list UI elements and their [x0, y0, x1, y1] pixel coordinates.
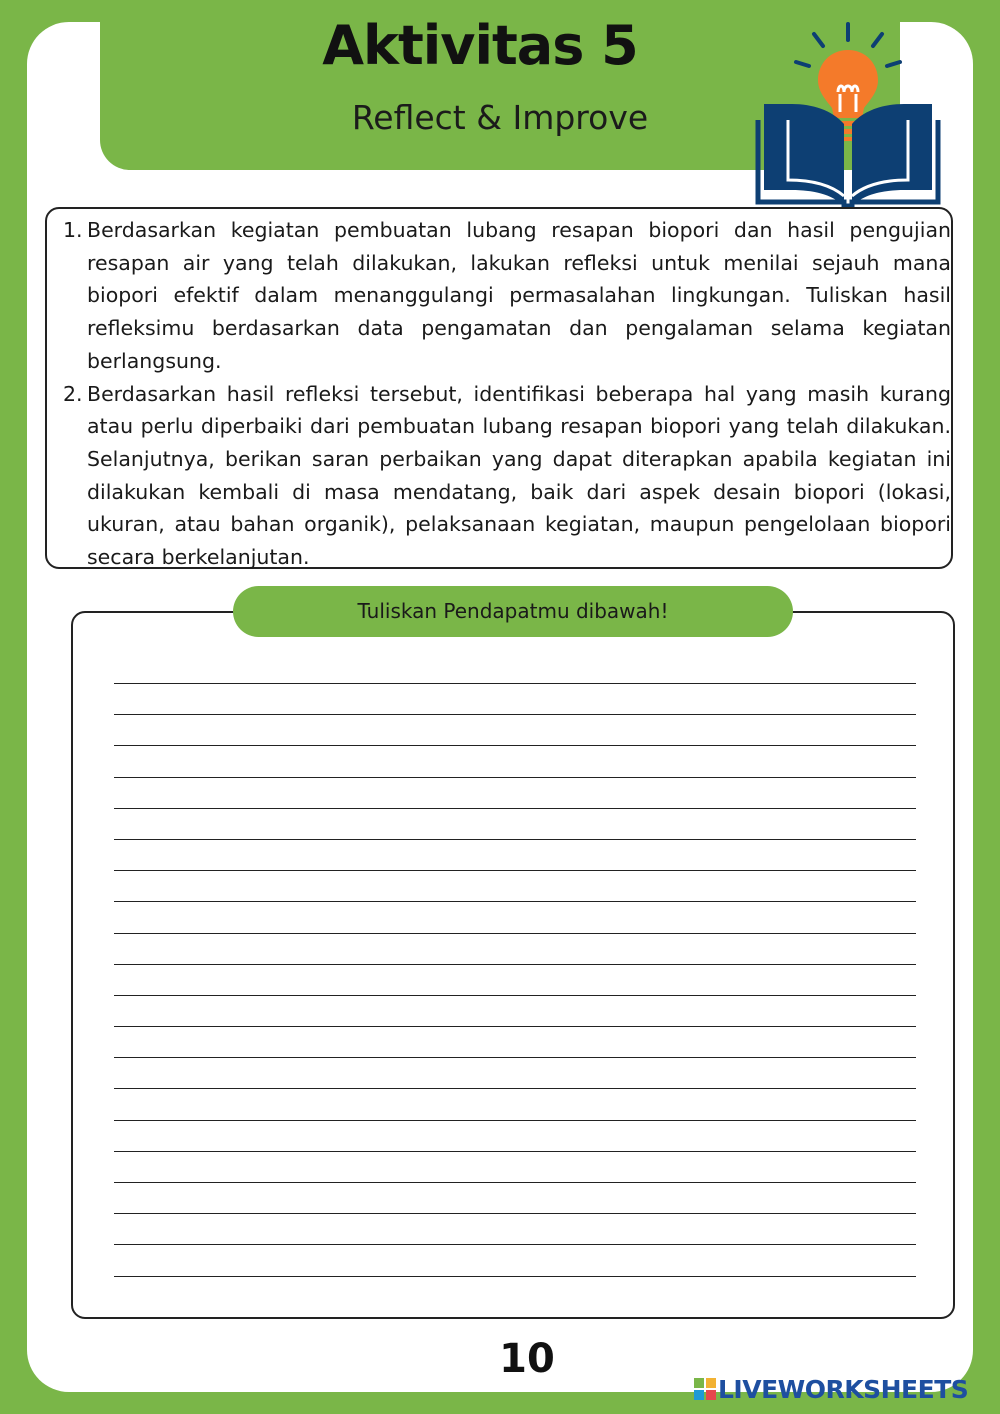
writing-line[interactable]: [114, 901, 916, 932]
instructions-list: [63, 214, 951, 574]
instruction-text: Berdasarkan kegiatan pembuatan lubang resapan biopori dan hasil pengujian resapan air yang telah dilakukan, lakukan refleksi untuk menilai sejauh mana biopori efektif dalam menanggulangi permasalahan lingkungan. Tuliskan hasil refleksimu berdasarkan data pengamatan dan pengalaman selama kegiatan berlangsung.: [87, 218, 951, 373]
writing-line[interactable]: [114, 683, 916, 714]
instruction-text: Berdasarkan hasil refleksi tersebut, identifikasi beberapa hal yang masih kurang atau perlu diperbaiki dari pembuatan lubang resapan biopori yang telah dilakukan. Selanjutnya, berikan saran perbaikan yang dapat diterapkan apabila kegiatan ini dilakukan kembali di masa mendatang, baik dari aspek desain biopori (lokasi, ukuran, atau bahan organik), pelaksanaan kegiatan, maupun pengelolaan biopori secara berkelanjutan.: [87, 381, 951, 570]
page-title: Aktivitas 5: [322, 14, 638, 77]
instruction-number: 2.: [63, 381, 83, 406]
writing-line[interactable]: [114, 777, 916, 808]
liveworksheets-logo-icon: [694, 1378, 716, 1400]
brand-watermark: [694, 1372, 994, 1406]
writing-line[interactable]: [114, 1276, 916, 1307]
writing-lines[interactable]: [114, 683, 916, 1307]
writing-line[interactable]: [114, 870, 916, 901]
writing-line[interactable]: [114, 1151, 916, 1182]
writing-line[interactable]: [114, 995, 916, 1026]
book-lightbulb-icon: [752, 20, 944, 210]
writing-line[interactable]: [114, 933, 916, 964]
writing-line[interactable]: [114, 839, 916, 870]
brand-name: LIVEWORKSHEETS: [718, 1374, 969, 1404]
instructions-box: [45, 207, 953, 569]
writing-line[interactable]: [114, 1057, 916, 1088]
instruction-item: [63, 214, 951, 378]
writing-line[interactable]: [114, 964, 916, 995]
writing-line[interactable]: [114, 1026, 916, 1057]
writing-line[interactable]: [114, 1088, 916, 1119]
page-number: 10: [499, 1336, 555, 1382]
writing-line[interactable]: [114, 745, 916, 776]
page-subtitle: Reflect & Improve: [351, 98, 649, 137]
writing-line[interactable]: [114, 1244, 916, 1275]
writing-line[interactable]: [114, 714, 916, 745]
instruction-item: [63, 378, 951, 574]
writing-line[interactable]: [114, 808, 916, 839]
answer-prompt-label: Tuliskan Pendapatmu dibawah!: [233, 586, 793, 637]
writing-line[interactable]: [114, 1120, 916, 1151]
writing-line[interactable]: [114, 1182, 916, 1213]
instruction-number: 1.: [63, 218, 83, 242]
writing-line[interactable]: [114, 1213, 916, 1244]
